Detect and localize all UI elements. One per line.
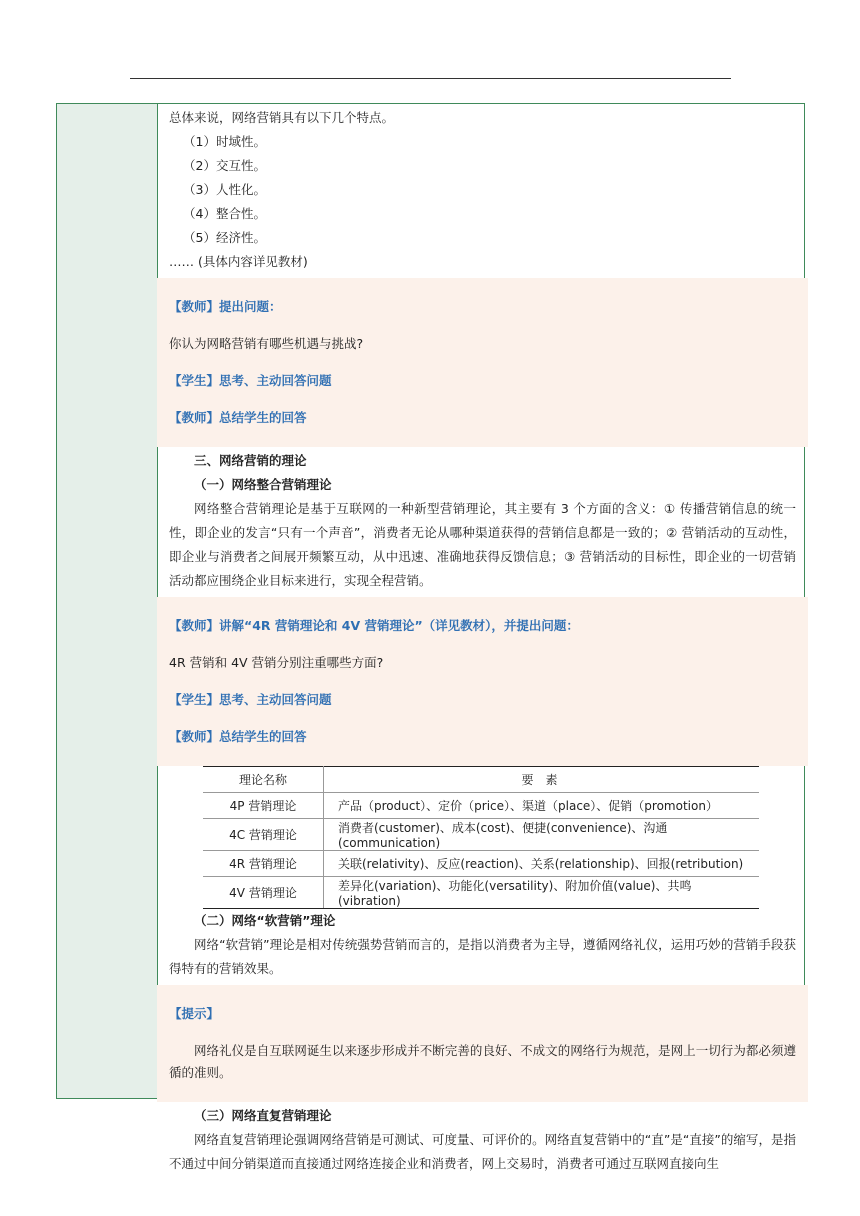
table-row — [203, 851, 759, 877]
table-header-row — [203, 767, 759, 793]
question-text: 你认为网略营销有哪些机遇与挑战? — [169, 336, 364, 351]
table-cell: 产品（product）、定价（price）、渠道（place）、促销（promotion） — [324, 793, 760, 819]
student-label: 【学生】思考、主动回答问题 — [169, 692, 332, 707]
table-cell: 差异化(variation)、功能化(versatility)、附加价值(value)、共鸣(vibration) — [324, 877, 760, 909]
table-cell: 关联(relativity)、反应(reaction)、关系(relationship)、回报(retribution) — [324, 851, 760, 877]
teacher-summary-label: 【教师】总结学生的回答 — [169, 729, 307, 744]
subsection-heading: （三）网络直复营销理论 — [194, 1108, 332, 1123]
subsection-heading: （一）网络整合营销理论 — [194, 477, 332, 492]
lesson-table-frame — [56, 103, 805, 1171]
activity-box-1 — [157, 278, 808, 447]
feature-item: （5）经济性。 — [183, 230, 266, 245]
teacher-summary-label: 【教师】总结学生的回答 — [169, 410, 307, 425]
tip-label: 【提示】 — [169, 1006, 220, 1021]
tip-text: 网络礼仪是自互联网诞生以来逐步形成并不断完善的良好、不成文的网络行为规范，是网上一切行为都必须遵循的准则。 — [169, 1043, 796, 1080]
teacher-ask-label: 【教师】讲解“4R 营销理论和 4V 营销理论”（详见教材），并提出问题： — [169, 618, 579, 633]
student-label: 【学生】思考、主动回答问题 — [169, 373, 332, 388]
detail-note: …… (具体内容详见教材) — [169, 254, 308, 269]
header-rule — [130, 78, 731, 79]
table-cell: 4C 营销理论 — [203, 819, 324, 851]
table-cell: 消费者(customer)、成本(cost)、便捷(convenience)、沟通(communication) — [324, 819, 760, 851]
teacher-ask-label: 【教师】提出问题： — [169, 299, 282, 314]
content-column — [169, 104, 796, 1176]
table-header-cell: 理论名称 — [203, 767, 324, 793]
table-cell: 4V 营销理论 — [203, 877, 324, 909]
feature-item: （4）整合性。 — [183, 206, 266, 221]
paragraph: 网络整合营销理论是基于互联网的一种新型营销理论，其主要有 3 个方面的含义：① 传播营销信息的统一性，即企业的发言“只有一个声音”，消费者无论从哪种渠道获得的营销信息都是一致的；② 营销活动的互动性，即企业与消费者之间展开频繁互动，从中迅速、准确地获得反馈信息；③ 营销活动的目标性，即企业的一切营销活动都应围绕企业目标来进行，实现全程营销。 — [169, 501, 796, 588]
feature-item: （2）交互性。 — [183, 158, 266, 173]
activity-box-2 — [157, 597, 808, 766]
feature-item: （1）时域性。 — [183, 134, 266, 149]
table-row — [203, 793, 759, 819]
intro-text: 总体来说，网络营销具有以下几个特点。 — [169, 110, 395, 125]
feature-item: （3）人性化。 — [183, 182, 266, 197]
section-heading: 三、网络营销的理论 — [194, 453, 307, 468]
table-row — [203, 877, 759, 909]
table-row — [203, 819, 759, 851]
table-cell: 4R 营销理论 — [203, 851, 324, 877]
table-cell: 4P 营销理论 — [203, 793, 324, 819]
left-column — [57, 104, 158, 1098]
table-header-cell: 要素 — [324, 767, 760, 793]
tip-box — [157, 985, 808, 1102]
paragraph: 网络“软营销”理论是相对传统强势营销而言的，是指以消费者为主导，遵循网络礼仪，运用巧妙的营销手段获得特有的营销效果。 — [169, 937, 796, 976]
subsection-heading: （二）网络“软营销”理论 — [194, 913, 336, 928]
question-text: 4R 营销和 4V 营销分别注重哪些方面? — [169, 655, 384, 670]
paragraph: 网络直复营销理论强调网络营销是可测试、可度量、可评价的。网络直复营销中的“直”是“直接”的缩写，是指不通过中间分销渠道而直接通过网络连接企业和消费者，网上交易时，消费者可通过互联网直接向生 — [169, 1132, 796, 1171]
theory-table — [203, 766, 759, 909]
